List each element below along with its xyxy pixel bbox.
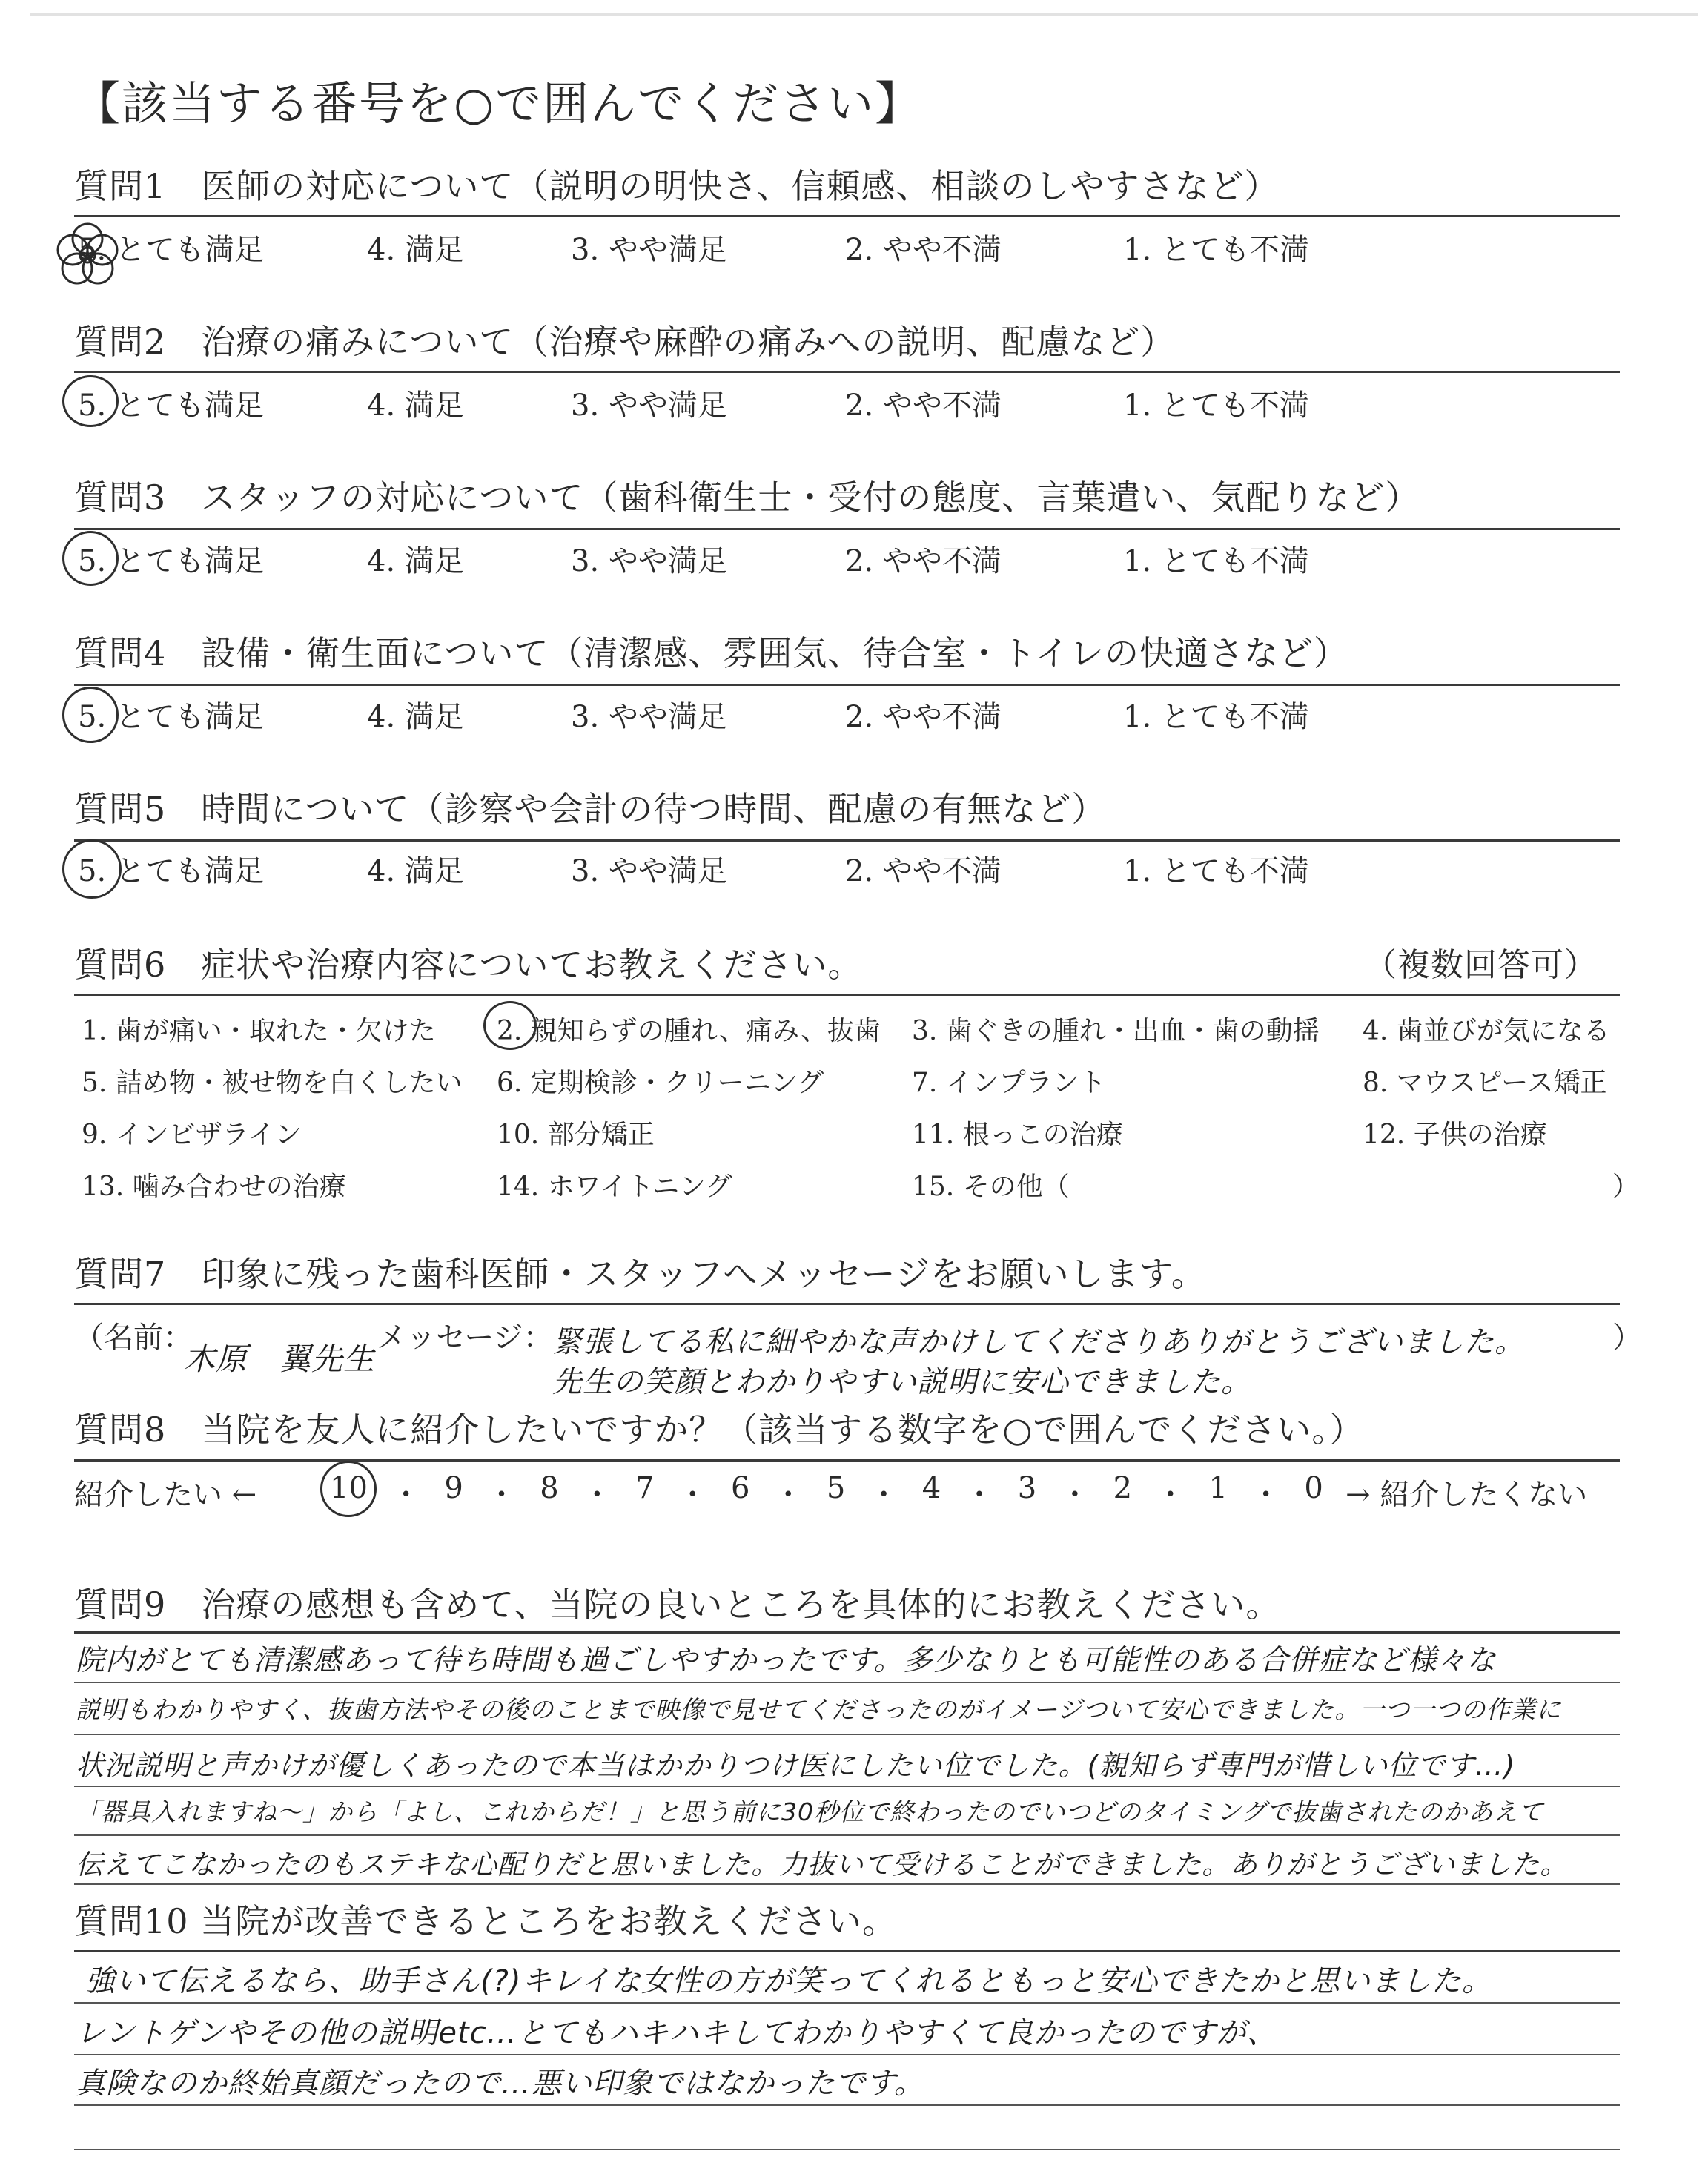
q9-answer-line-5[interactable]: 伝えてこなかったのもステキな心配りだと思いました。力抜いて受けることができました。ありがとうございました。: [76, 1849, 1569, 1880]
q8-left-label: 紹介したい ←: [74, 1478, 257, 1512]
q4-title: 質問4 設備・衛生面について（清潔感、雰囲気、待合室・トイレの快適さなど）: [74, 633, 1349, 673]
q9-answer-line-2[interactable]: 説明もわかりやすく、抜歯方法やその後のことまで映像で見せてくださったのがイメージついて安心できました。一つ一つの作業に: [76, 1695, 1562, 1724]
q2-rule: [74, 371, 1620, 373]
q1-rule: [74, 215, 1620, 217]
q2-title: 質問2 治療の痛みについて（治療や麻酔の痛みへの説明、配慮など）: [74, 322, 1176, 362]
q6-title: 質問6 症状や治療内容についてお教えください。: [74, 945, 863, 985]
q4-option-3[interactable]: 3. やや満足: [571, 700, 727, 734]
q1-option-4[interactable]: 4. 満足: [367, 233, 464, 267]
q10-line-rule-4: [74, 2149, 1620, 2150]
q3-option-1[interactable]: 1. とても不満: [1123, 544, 1309, 578]
q10-line-rule-1: [74, 2002, 1620, 2004]
q4-answer-circle-mark: [62, 687, 119, 743]
q3-option-4[interactable]: 4. 満足: [367, 544, 464, 578]
q6-option-10[interactable]: 10. 部分矯正: [497, 1120, 655, 1150]
q8-title: 質問8 当院を友人に紹介したいですか？（該当する数字を○で囲んでください。）: [74, 1410, 1365, 1450]
q8-scale-separator: ・: [486, 1478, 517, 1512]
q6-option-13[interactable]: 13. 噛み合わせの治療: [82, 1172, 346, 1202]
q6-option-15-close-paren: ）: [1612, 1172, 1640, 1202]
q6-option-4[interactable]: 4. 歯並びが気になる: [1363, 1016, 1610, 1046]
q6-option-2[interactable]: 2. 親知らずの腫れ、痛み、抜歯: [497, 1016, 881, 1046]
q8-answer-circle-mark: [320, 1461, 377, 1517]
q7-rule: [74, 1303, 1620, 1305]
q9-line-rule-5: [74, 1883, 1620, 1885]
q3-option-2[interactable]: 2. やや不満: [845, 544, 1002, 578]
q6-option-6[interactable]: 6. 定期検診・クリーニング: [497, 1068, 824, 1098]
q8-scale-separator: ・: [1155, 1478, 1185, 1512]
q8-scale-value-7[interactable]: 7: [635, 1471, 655, 1505]
q2-option-1[interactable]: 1. とても不満: [1123, 389, 1309, 423]
q1-option-5[interactable]: 5. とても満足: [78, 233, 264, 267]
q9-line-rule-2: [74, 1734, 1620, 1735]
q8-scale-separator: ・: [773, 1478, 804, 1512]
q7-name-value[interactable]: 木原 翼先生: [184, 1341, 376, 1377]
q1-option-3[interactable]: 3. やや満足: [571, 233, 727, 267]
q9-line-rule-3: [74, 1786, 1620, 1787]
q7-title: 質問7 印象に残った歯科医師・スタッフへメッセージをお願いします。: [74, 1254, 1206, 1294]
q6-answer-circle-mark: [483, 1001, 537, 1050]
q6-option-7[interactable]: 7. インプラント: [912, 1068, 1106, 1098]
q3-option-5[interactable]: 5. とても満足: [78, 544, 264, 578]
q8-scale-separator: ・: [582, 1478, 612, 1512]
q6-option-1[interactable]: 1. 歯が痛い・取れた・欠けた: [82, 1016, 436, 1046]
q6-option-9[interactable]: 9. インビザライン: [82, 1120, 302, 1150]
q2-option-2[interactable]: 2. やや不満: [845, 389, 1002, 423]
q4-option-5[interactable]: 5. とても満足: [78, 700, 264, 734]
q7-close-paren: ）: [1612, 1321, 1642, 1355]
q6-option-3[interactable]: 3. 歯ぐきの腫れ・出血・歯の動揺: [912, 1016, 1320, 1046]
q10-answer-line-2[interactable]: レントゲンやその他の説明etc…とてもハキハキしてわかりやすくて良かったのですが、: [76, 2016, 1277, 2050]
page-heading: 【該当する番号を○で囲んでください】: [74, 76, 923, 131]
q8-scale-row: [330, 1471, 1323, 1513]
q8-scale-value-2[interactable]: 2: [1113, 1471, 1133, 1505]
q7-message-line-1[interactable]: 緊張してる私に細やかな声かけしてくださりありがとうございました。: [552, 1325, 1525, 1359]
q6-rule: [74, 994, 1620, 996]
q8-scale-separator: ・: [964, 1478, 994, 1512]
q8-scale-separator: ・: [1059, 1478, 1090, 1512]
q8-scale-value-10[interactable]: 10: [330, 1471, 368, 1505]
q3-title: 質問3 スタッフの対応について（歯科衛生士・受付の態度、言葉遣い、気配りなど）: [74, 478, 1420, 518]
q2-option-3[interactable]: 3. やや満足: [571, 389, 727, 423]
q8-scale-separator: ・: [678, 1478, 708, 1512]
q10-answer-line-1[interactable]: 強いて伝えるなら、助手さん(?)キレイな女性の方が笑ってくれるともっと安心できたかと思いました。: [85, 1964, 1493, 1998]
q10-line-rule-2: [74, 2054, 1620, 2055]
q8-scale-separator: ・: [1251, 1478, 1281, 1512]
q3-rule: [74, 528, 1620, 530]
q8-right-label: → 紹介したくない: [1345, 1478, 1588, 1512]
q8-rule: [74, 1459, 1620, 1462]
q1-title: 質問1 医師の対応について（説明の明快さ、信頼感、相談のしやすさなど）: [74, 166, 1280, 206]
q2-option-5[interactable]: 5. とても満足: [78, 389, 264, 423]
q7-message-line-2[interactable]: 先生の笑顔とわかりやすい説明に安心できました。: [552, 1365, 1251, 1399]
q3-answer-circle-mark: [62, 531, 119, 586]
q9-rule: [74, 1631, 1620, 1634]
q9-answer-line-4[interactable]: 「器具入れますね～」から「よし、これからだ！」と思う前に30秒位で終わったのでいつどのタイミングで抜歯されたのかあえて: [76, 1797, 1544, 1826]
q8-scale-separator: ・: [391, 1478, 421, 1512]
q1-option-1[interactable]: 1. とても不満: [1123, 233, 1309, 267]
q1-option-2[interactable]: 2. やや不満: [845, 233, 1002, 267]
q8-scale-separator: ・: [869, 1478, 899, 1512]
q6-option-11[interactable]: 11. 根っこの治療: [912, 1120, 1123, 1150]
q10-rule: [74, 1950, 1620, 1952]
q8-scale-value-9[interactable]: 9: [444, 1471, 463, 1505]
q6-multiple-answer-note: （複数回答可）: [1364, 946, 1598, 984]
q4-option-1[interactable]: 1. とても不満: [1123, 700, 1309, 734]
q8-scale-value-8[interactable]: 8: [540, 1471, 559, 1505]
q3-option-3[interactable]: 3. やや満足: [571, 544, 727, 578]
q6-option-8[interactable]: 8. マウスピース矯正: [1363, 1068, 1607, 1098]
q8-scale-value-3[interactable]: 3: [1017, 1471, 1037, 1505]
q9-line-rule-4: [74, 1834, 1620, 1836]
q6-option-5[interactable]: 5. 詰め物・被せ物を白くしたい: [82, 1068, 463, 1098]
q8-scale-value-0[interactable]: 0: [1304, 1471, 1323, 1505]
q9-answer-line-1[interactable]: 院内がとても清潔感あって待ち時間も過ごしやすかったです。多少なりとも可能性のある合併症など様々な: [76, 1644, 1497, 1677]
q6-option-15[interactable]: 15. その他（: [912, 1172, 1070, 1202]
q7-name-label: （名前：: [74, 1321, 193, 1355]
q4-option-2[interactable]: 2. やや不満: [845, 700, 1002, 734]
q8-scale-value-6[interactable]: 6: [731, 1471, 750, 1505]
q2-option-4[interactable]: 4. 満足: [367, 389, 464, 423]
q6-option-14[interactable]: 14. ホワイトニング: [497, 1172, 732, 1202]
q9-answer-line-3[interactable]: 状況説明と声かけが優しくあったので本当はかかりつけ医にしたい位でした。(親知らず専門が惜しい位です…): [76, 1749, 1516, 1782]
q8-scale-value-1[interactable]: 1: [1208, 1471, 1228, 1505]
q10-answer-line-3[interactable]: 真険なのか終始真顔だったので…悪い印象ではなかったです。: [76, 2067, 924, 2101]
q9-line-rule-1: [74, 1682, 1620, 1683]
q5-title: 質問5 時間について（診察や会計の待つ時間、配慮の有無など）: [74, 789, 1107, 829]
q8-scale-value-5[interactable]: 5: [826, 1471, 846, 1505]
q5-option-3[interactable]: 3. やや満足: [571, 854, 727, 888]
q5-answer-circle-mark: [62, 839, 122, 899]
q10-line-rule-3: [74, 2104, 1620, 2106]
q4-rule: [74, 684, 1620, 686]
q1-flower-circle-mark: [43, 209, 132, 298]
q5-option-4[interactable]: 4. 満足: [367, 854, 464, 888]
q2-answer-circle-mark: [62, 375, 119, 427]
q6-option-12[interactable]: 12. 子供の治療: [1363, 1120, 1547, 1150]
q5-option-2[interactable]: 2. やや不満: [845, 854, 1002, 888]
q5-option-1[interactable]: 1. とても不満: [1123, 854, 1309, 888]
q8-scale-value-4[interactable]: 4: [921, 1471, 941, 1505]
q4-option-4[interactable]: 4. 満足: [367, 700, 464, 734]
q7-message-label: メッセージ：: [377, 1321, 553, 1355]
q10-title: 質問10 当院が改善できるところをお教えください。: [74, 1901, 898, 1941]
q9-title: 質問9 治療の感想も含めて、当院の良いところを具体的にお教えください。: [74, 1585, 1281, 1625]
page-top-border: [30, 13, 1698, 19]
q5-option-5[interactable]: 5. とても満足: [78, 854, 264, 888]
q5-rule: [74, 839, 1620, 842]
